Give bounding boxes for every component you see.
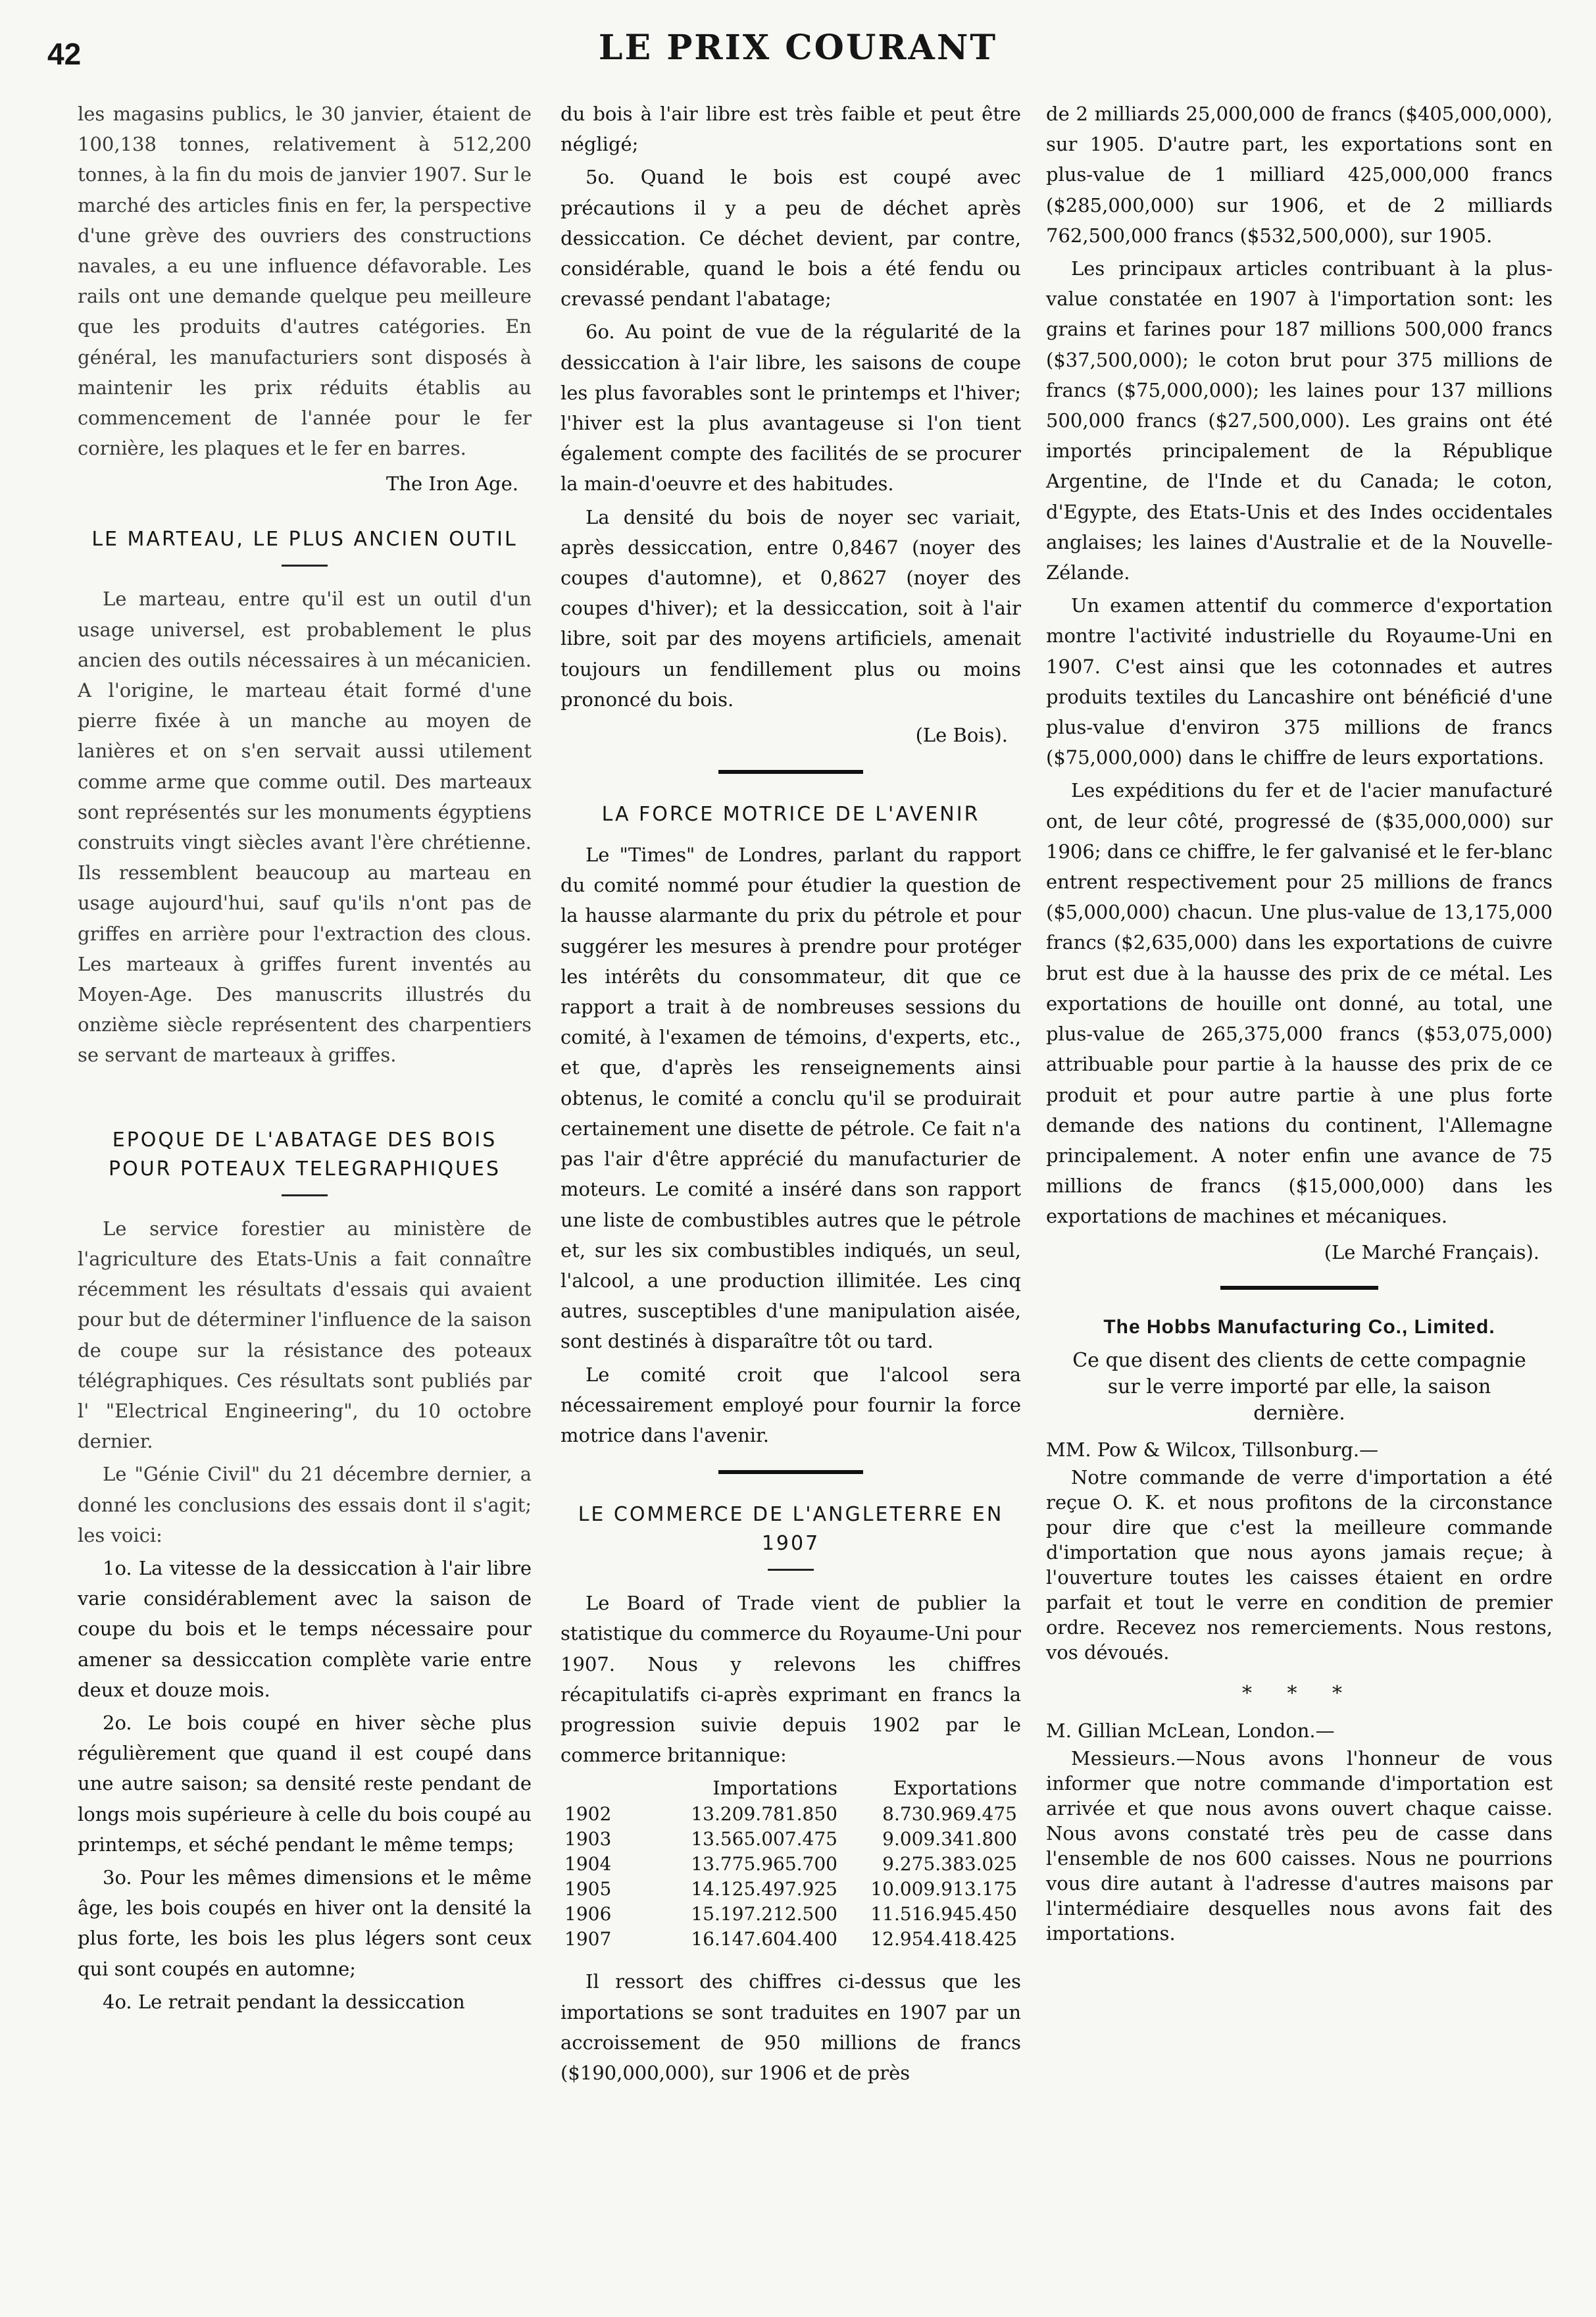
- letter-1-body: Notre commande de verre d'importation a été reçue O. K. et nous profitons de la circonstance pour dire que c'est la meilleure commande d'importation que nous ayons jamais reçue; à l'ouverture toutes les caisses étaient en ordre parfait et tout le verre en condition de premier ordre. Recevez nos remerciements. Nous restons, vos dévoués.: [1046, 1465, 1553, 1664]
- column-3: [1046, 99, 1553, 1948]
- article-heading-commerce: LE COMMERCE DE L'ANGLETERRE EN 1907: [578, 1503, 1004, 1556]
- hobbs-subheading: Ce que disent des clients de cette compagnie sur le verre importé par elle, la saison dernière.: [1072, 1348, 1526, 1425]
- row-year: 1904: [564, 1853, 612, 1875]
- commerce-cont-paragraph-2: Les principaux articles contribuant à la plus-value constatée en 1907 à l'importation sont: les grains et farines pour 187 millions 500,000 francs ($37,500,000); le coton brut pour 375 millions de francs ($75,000,000); les laines pour 137 millions 500,000 francs ($27,500,000). Les grains ont été importés principalement de la République Argentine, de l'Inde et du Canada; le coton, d'Egypte, des Etats-Unis et des Indes occidentales anglaises; les laines d'Australie et de la Nouvelle-Zélande.: [1046, 257, 1553, 584]
- commerce-paragraph-2: Il ressort des chiffres ci-dessus que les importations se sont traduites en 1907 par un accroissement de 950 millions de francs ($190,000,000), sur 1906 et de près: [561, 1970, 1021, 2084]
- column-2: [561, 99, 1021, 2091]
- commerce-cont-paragraph-3: Un examen attentif du commerce d'exportation montre l'activité industrielle du Royaume-Uni en 1907. C'est ainsi que les cotonnades et autres produits textiles du Lancashire ont bénéficié d'une plus-value d'environ 375 millions de francs ($75,000,000) dans le chiffre de leurs exportations.: [1046, 594, 1553, 769]
- hobbs-heading: The Hobbs Manufacturing Co., Limited.: [1103, 1315, 1495, 1338]
- table-row: [561, 1877, 1021, 1902]
- heading-rule: [768, 1569, 814, 1571]
- row-year: 1903: [564, 1828, 612, 1850]
- table-row: [561, 1852, 1021, 1877]
- column-1: [78, 99, 532, 2020]
- row-exports: 12.954.418.425: [870, 1928, 1017, 1950]
- abatage-cont-paragraph-3: 6o. Au point de vue de la régularité de la dessiccation à l'air libre, les saisons de coupe les plus favorables sont le printemps et l'hiver; l'hiver est la plus avantageuse si l'on tient également compte des facilités de se procurer la main-d'oeuvre et des habitudes.: [561, 320, 1021, 496]
- page-number: 42: [47, 37, 82, 71]
- commerce-cont-paragraph-4: Les expéditions du fer et de l'acier manufacturé ont, de leur côté, progressé de ($35,000,000) sur 1906; dans ce chiffre, le fer galvanisé et le fer-blanc entrent respectivement pour 25 millions de francs ($5,000,000) chacun. Une plus-value de 13,175,000 francs ($2,635,000) dans les exportations de cuivre brut est due à la hausse des prix de ce métal. Les exportations de houille ont donné, au total, une plus-value de 265,375,000 francs ($53,075,000) attribuable pour partie à la hausse des prix de ce produit et pour autre partie à une plus forte demande des nations du continent, l'Allemagne principalement. A noter enfin une avance de 75 millions de francs ($15,000,000) dans les exportations de machines et mécaniques.: [1046, 779, 1553, 1228]
- abatage-paragraph-1: Le service forestier au ministère de l'agriculture des Etats-Unis a fait connaître récemment les résultats d'essais qui avaient pour but de déterminer l'influence de la saison de coupe sur la résistance des poteaux télégraphiques. Ces résultats sont publiés par l' "Electrical Engineering", du 10 octobre dernier.: [78, 1217, 532, 1453]
- abatage-cont-paragraph-4: La densité du bois de noyer sec variait, après dessiccation, entre 0,8467 (noyer des coupes d'automne), et 0,8627 (noyer des coupes d'hiver); et la dessiccation, soit à l'air libre, soit par des moyens artificiels, amenait toujours un fendillement plus ou moins prononcé du bois.: [561, 505, 1021, 711]
- table-header-row: [561, 1774, 1021, 1802]
- source-le-bois: (Le Bois).: [915, 724, 1008, 747]
- section-rule: [718, 1470, 863, 1474]
- letter-2-sender: M. Gillian McLean, London.—: [1046, 1719, 1335, 1742]
- article-heading-force-motrice: LA FORCE MOTRICE DE L'AVENIR: [601, 803, 980, 827]
- force-paragraph-2: Le comité croit que l'alcool sera nécessairement employé pour fournir la force motrice dans l'avenir.: [561, 1363, 1021, 1446]
- section-rule: [1220, 1286, 1378, 1290]
- iron-market-paragraph: les magasins publics, le 30 janvier, étaient de 100,138 tonnes, relativement à 512,200 tonnes, à la fin du mois de janvier 1907. Sur le marché des articles finis en fer, la perspective d'une grève des ouvriers des constructions navales, a eu une influence défavorable. Les rails ont une demande quelque peu meilleure que les produits d'autres catégories. En général, les manufacturiers sont disposés à maintenir les prix réduits établis au commencement de l'année pour le fer cornière, les plaques et le fer en barres.: [78, 103, 532, 460]
- commerce-paragraph-1: Le Board of Trade vient de publier la statistique du commerce du Royaume-Uni pour 1907. Nous y relevons les chiffres récapitulatifs ci-après exprimant en francs la progression suivie depuis 1902 par le commerce britannique:: [561, 1592, 1021, 1767]
- force-paragraph-1: Le "Times" de Londres, parlant du rapport du comité nommé pour étudier la question de la hausse alarmante du prix du pétrole et pour suggérer les mesures à prendre pour protéger les intérêts du consommateur, dit que ce rapport a trait à de nombreuses sessions du comité, à l'examen de témoins, d'experts, etc., et que, d'après les renseignements ainsi obtenus, le comité a conclu qu'il se produirait certainement une disette de pétrole. Ce fait n'a pas l'air d'être apprécié du manufacturier de moteurs. Le comité a inséré dans son rapport une liste de combustibles autres que le pétrole et, sur les six combustibles indiqués, un seul, l'alcool, a une production illimitée. Les cinq autres, susceptibles d'une manipulation aisée, sont destinés à disparaître tôt ou tard.: [561, 844, 1021, 1353]
- row-exports: 9.275.383.025: [882, 1853, 1017, 1875]
- letter-1-sender: MM. Pow & Wilcox, Tillsonburg.—: [1046, 1438, 1379, 1461]
- abatage-paragraph-3: 1o. La vitesse de la dessiccation à l'air libre varie considérablement avec la saison de coupe du bois et le temps nécessaire pour amener sa dessiccation complète varie entre deux et douze mois.: [78, 1556, 532, 1701]
- abatage-paragraph-2: Le "Génie Civil" du 21 décembre dernier, a donné les conclusions des essais dont il s'agit; les voici:: [78, 1463, 532, 1546]
- row-year: 1906: [564, 1903, 612, 1925]
- article-body-marteau: Le marteau, entre qu'il est un outil d'un usage universel, est probablement le plus ancien des outils nécessaires à un mécanicien. A l'origine, le marteau était formé d'une pierre fixée à un manche au moyen de lanières et on s'en servait aussi utilement comme arme que comme outil. Des marteaux sont représentés sur les monuments égyptiens construits vingt siècles avant l'ère chrétienne. Ils ressemblent beaucoup au marteau en usage aujourd'hui, sauf qu'ils n'ont pas de griffes en arrière pour l'extraction des clous. Les marteaux à griffes furent inventés au Moyen-Age. Des manuscrits illustrés du onzième siècle représentent des charpentiers se servant de marteaux à griffes.: [78, 588, 532, 1067]
- heading-rule: [282, 1194, 328, 1196]
- table-row: [561, 1902, 1021, 1927]
- heading-rule: [282, 565, 328, 567]
- separator-stars: * * *: [1241, 1681, 1357, 1705]
- row-imports: 14.125.497.925: [691, 1878, 837, 1900]
- source-iron-age: The Iron Age.: [386, 472, 518, 496]
- table-row: [561, 1927, 1021, 1952]
- row-year: 1905: [564, 1878, 612, 1900]
- row-exports: 10.009.913.175: [870, 1878, 1017, 1900]
- header-importations: Importations: [712, 1777, 837, 1800]
- abatage-paragraph-4: 2o. Le bois coupé en hiver sèche plus régulièrement que quand il est coupé dans une autre saison; sa densité reste pendant de longs mois supérieure à celle du bois coupé au printemps, et séché pendant le même temps;: [78, 1711, 532, 1856]
- row-imports: 13.775.965.700: [691, 1853, 837, 1875]
- abatage-cont-paragraph-1: du bois à l'air libre est très faible et peut être négligé;: [561, 103, 1021, 156]
- commerce-cont-paragraph-1: de 2 milliards 25,000,000 de francs ($405,000,000), sur 1905. D'autre part, les exportations sont en plus-value de 1 milliard 425,000,000 francs ($285,000,000) sur 1906, et de 2 milliards 762,500,000 francs ($532,500,000), sur 1905.: [1046, 103, 1553, 247]
- row-year: 1907: [564, 1928, 612, 1950]
- source-le-marche-francais: (Le Marché Français).: [1324, 1240, 1539, 1263]
- trade-statistics-table: [561, 1774, 1021, 1952]
- row-year: 1902: [564, 1803, 612, 1825]
- row-imports: 16.147.604.400: [691, 1928, 837, 1950]
- abatage-paragraph-6: 4o. Le retrait pendant la dessiccation: [103, 1990, 465, 2013]
- letter-2-body: Messieurs.—Nous avons l'honneur de vous informer que notre commande d'importation est arrivée et que nous avons ouvert chaque caisse. Nous avons constaté très peu de casse dans l'ensemble de nos 600 caisses. Nous ne pourrions vous dire autant à l'adresse d'autres maisons par l'intermédiaire desquelles nous avons fait des importations.: [1046, 1746, 1553, 1945]
- table-row: [561, 1802, 1021, 1827]
- header-exportations: Exportations: [893, 1777, 1017, 1800]
- section-rule: [718, 770, 863, 774]
- row-imports: 13.209.781.850: [691, 1803, 837, 1825]
- article-heading-marteau: LE MARTEAU, LE PLUS ANCIEN OUTIL: [91, 528, 518, 551]
- row-imports: 15.197.212.500: [691, 1903, 837, 1925]
- abatage-cont-paragraph-2: 5o. Quand le bois est coupé avec précautions il y a peu de déchet après dessiccation. Ce déchet devient, par contre, considérable, quand le bois a été fendu ou crevassé pendant l'abatage;: [561, 166, 1021, 311]
- table-row: [561, 1827, 1021, 1852]
- row-exports: 9.009.341.800: [882, 1828, 1017, 1850]
- row-imports: 13.565.007.475: [691, 1828, 837, 1850]
- abatage-paragraph-5: 3o. Pour les mêmes dimensions et le même âge, les bois coupés en hiver ont la densité la plus forte, les bois les plus légers sont ceux qui sont coupés en automne;: [78, 1866, 532, 1980]
- row-exports: 8.730.969.475: [882, 1803, 1017, 1825]
- row-exports: 11.516.945.450: [870, 1903, 1017, 1925]
- article-heading-abatage: EPOQUE DE L'ABATAGE DES BOIS POUR POTEAUX TELEGRAPHIQUES: [108, 1128, 501, 1181]
- masthead-title: LE PRIX COURANT: [598, 28, 998, 68]
